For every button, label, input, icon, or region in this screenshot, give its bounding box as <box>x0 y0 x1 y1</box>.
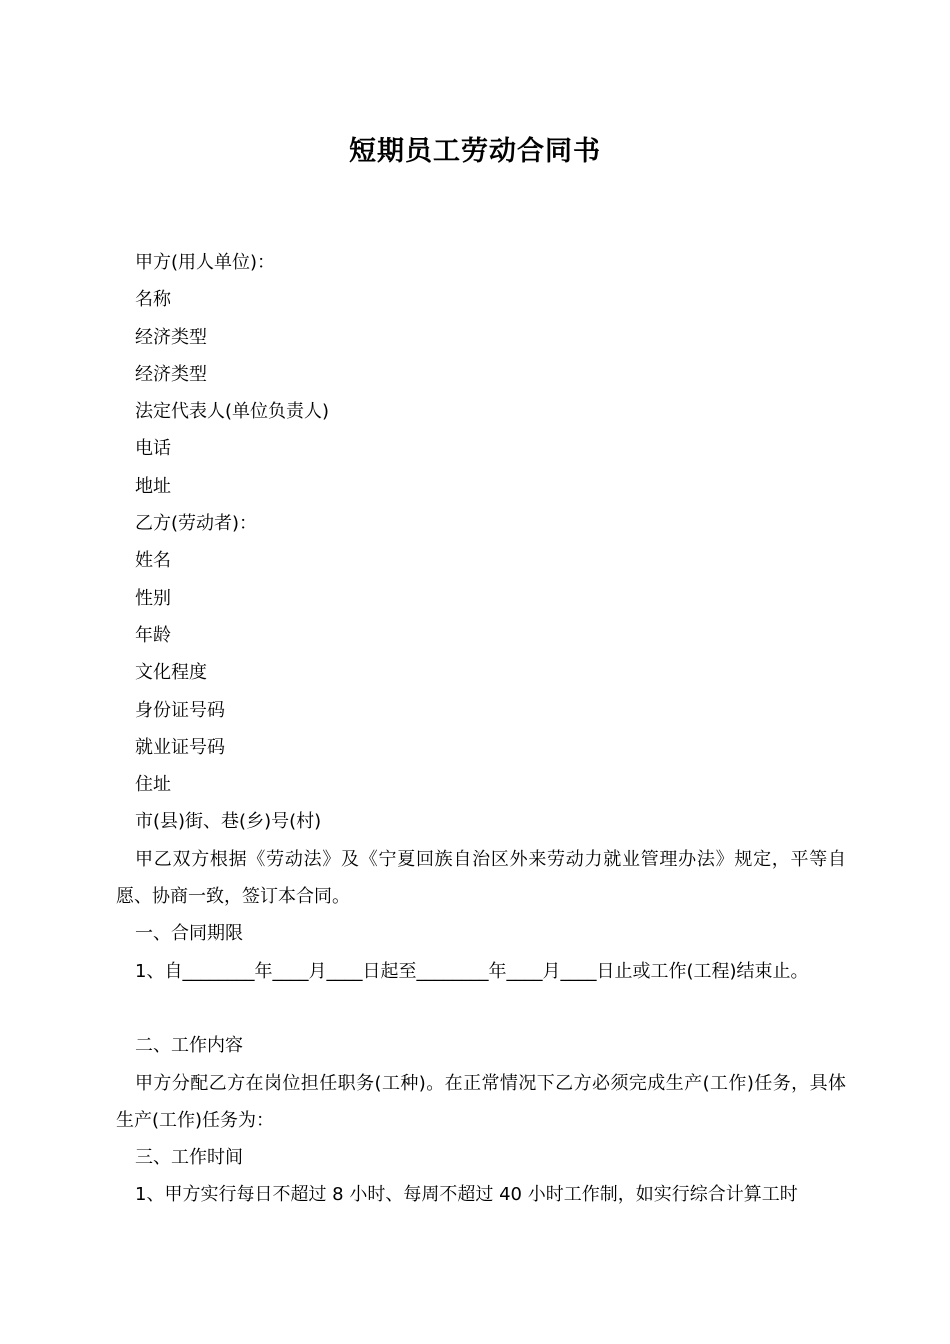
document-title: 短期员工劳动合同书 <box>349 136 601 167</box>
party-a-heading: 甲方(用人单位)： <box>135 252 276 273</box>
section-3-item-1: 1、甲方实行每日不超过 8 小时、每周不超过 40 小时工作制，如实行综合计算工时 <box>135 1184 798 1206</box>
party-b-age-label: 年龄 <box>135 624 171 646</box>
section-3-heading: 三、工作时间 <box>135 1147 243 1169</box>
party-b-residence-label: 住址 <box>135 774 171 796</box>
party-a-name-label: 名称 <box>135 289 171 311</box>
party-b-heading: 乙方(劳动者)： <box>135 513 258 535</box>
party-a-legal-rep-label: 法定代表人(单位负责人) <box>135 401 330 423</box>
blank-line <box>116 990 846 1027</box>
section-1-heading: 一、合同期限 <box>135 923 243 945</box>
document-body <box>116 244 846 1214</box>
party-b-name-label: 姓名 <box>135 550 171 572</box>
section-2-text: 甲方分配乙方在岗位担任职务(工种)。在正常情况下乙方必须完成生产(工作)任务，具体生产(工作)任务为： <box>116 1072 846 1131</box>
party-a-address-label: 地址 <box>135 475 171 497</box>
party-b-id-label: 身份证号码 <box>135 699 225 721</box>
section-1-item-1: 1、自________年____月____日起至________年____月____日止或工作(工程)结束止。 <box>135 960 809 982</box>
party-a-phone-label: 电话 <box>135 438 171 460</box>
party-a-economic-type-label-2: 经济类型 <box>135 363 207 385</box>
party-a-economic-type-label-1: 经济类型 <box>135 326 207 348</box>
party-b-gender-label: 性别 <box>135 587 171 609</box>
intro-paragraph: 甲乙双方根据《劳动法》及《宁夏回族自治区外来劳动力就业管理办法》规定，平等自愿、协商一致，签订本合同。 <box>116 848 846 908</box>
party-b-residence-detail: 市(县)街、巷(乡)号(村) <box>135 811 322 833</box>
party-b-employment-id-label: 就业证号码 <box>135 736 225 758</box>
party-b-education-label: 文化程度 <box>135 662 207 684</box>
section-2-heading: 二、工作内容 <box>135 1035 243 1057</box>
